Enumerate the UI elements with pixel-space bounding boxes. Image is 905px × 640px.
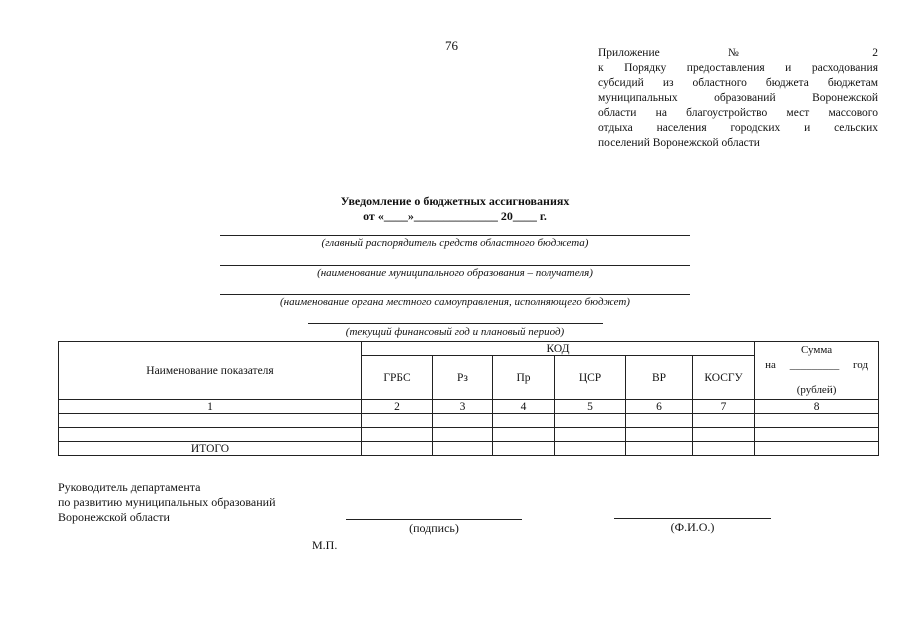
code-column-header: Рз (433, 356, 493, 400)
appendix-note (598, 46, 878, 151)
code-header: КОД (362, 342, 755, 356)
column-number: 8 (755, 400, 879, 414)
table-cell (433, 414, 493, 428)
table-cell (693, 442, 755, 456)
column-number: 7 (693, 400, 755, 414)
name-caption: (Ф.И.О.) (670, 520, 715, 534)
table-cell (493, 428, 555, 442)
municipality-line (220, 265, 690, 266)
table-cell (59, 428, 362, 442)
table-row (59, 414, 879, 428)
code-column-header: ЦСР (555, 356, 626, 400)
sum-year-god: год (853, 359, 869, 371)
appendix-line: к Порядку предоставления и расходования (598, 62, 878, 74)
period-line (308, 323, 603, 324)
appendix-line: муниципальных образований Воронежской (598, 92, 878, 104)
sum-header (755, 342, 879, 400)
column-number: 5 (555, 400, 626, 414)
code-column-header: ВР (626, 356, 693, 400)
signatory-line: по развитию муниципальных образований (58, 495, 276, 509)
page-number: 76 (445, 38, 458, 53)
table-cell (555, 428, 626, 442)
appendix-line: субсидий из областного бюджета бюджетам (598, 77, 878, 89)
table-cell (433, 428, 493, 442)
code-column-header: ГРБС (362, 356, 433, 400)
table-cell (755, 428, 879, 442)
total-label: ИТОГО (59, 442, 362, 456)
table-cell (493, 414, 555, 428)
table-cell (362, 428, 433, 442)
table-cell (362, 442, 433, 456)
allocation-table (58, 341, 879, 456)
column-number: 4 (493, 400, 555, 414)
table-cell (693, 414, 755, 428)
sum-year-na: на (765, 359, 776, 371)
column-number: 6 (626, 400, 693, 414)
document-title: Уведомление о бюджетных ассигнованиях (340, 194, 570, 208)
table-cell (493, 442, 555, 456)
table-row (59, 428, 879, 442)
local-authority-caption: (наименование органа местного самоуправления, исполняющего бюджет) (280, 296, 630, 308)
municipality-caption: (наименование муниципального образования – получателя) (317, 267, 593, 279)
table-cell (626, 442, 693, 456)
column-number: 2 (362, 400, 433, 414)
appendix-line: поселений Воронежской области (598, 137, 760, 149)
appendix-line: отдыха населения городских и сельских (598, 122, 878, 134)
table-cell (626, 414, 693, 428)
table-cell (555, 442, 626, 456)
main-manager-caption: (главный распорядитель средств областного бюджета) (321, 237, 589, 249)
code-column-header: Пр (493, 356, 555, 400)
local-authority-line (220, 294, 690, 295)
date-line: от «____»______________ 20____ г. (363, 209, 547, 223)
signatory-line: Руководитель департамента (58, 480, 201, 494)
table-cell (626, 428, 693, 442)
sum-year-blank: _________ (789, 359, 840, 371)
column-number: 1 (59, 400, 362, 414)
indicator-header: Наименование показателя (59, 342, 362, 400)
sum-header-label: Сумма (800, 344, 833, 356)
total-row (59, 442, 879, 456)
period-caption: (текущий финансовый год и плановый период) (345, 326, 565, 338)
sum-year-line (755, 358, 878, 373)
signatory-line: Воронежской области (58, 510, 170, 524)
table-cell (362, 414, 433, 428)
column-number: 3 (433, 400, 493, 414)
sum-unit: (рублей) (796, 384, 837, 396)
table-cell (59, 414, 362, 428)
table-cell (755, 414, 879, 428)
appendix-line: области на благоустройство мест массового (598, 107, 878, 119)
table-cell (693, 428, 755, 442)
signature-caption: (подпись) (409, 521, 459, 535)
signature-line (346, 519, 522, 520)
table-cell (433, 442, 493, 456)
main-manager-line (220, 235, 690, 236)
table-cell (555, 414, 626, 428)
appendix-line: Приложение № 2 (598, 47, 878, 59)
name-line (614, 518, 771, 519)
stamp-label: М.П. (312, 538, 338, 552)
code-column-header: КОСГУ (693, 356, 755, 400)
signatory-title (58, 480, 276, 525)
table-cell (755, 442, 879, 456)
